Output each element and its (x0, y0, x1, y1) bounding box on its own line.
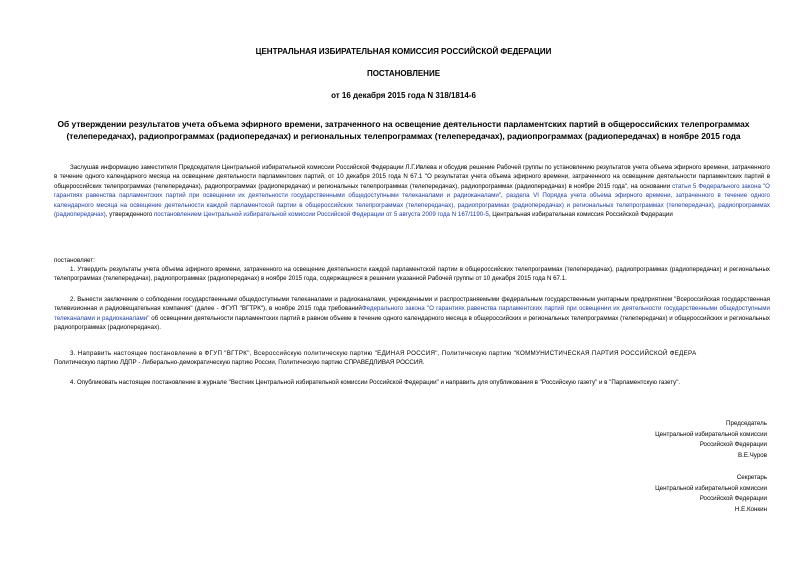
resolution-167-link[interactable]: постановлением Центральной избирательной комиссии Российской Федерации от 5 августа 2009 года N 167/1190-5 (153, 211, 489, 219)
signature-org: Центральной избирательной комиссии (655, 430, 767, 438)
document-title: Об утверждении результатов учета объема эфирного времени, затраченного на освещение деятельности парламентских партий в общероссийских телепрограммах (телепередачах), радиопрограммах (радиопередачах) и региональных телепрограммах (телепередачах), радиопрограммах (радиопередачах) в ноябре 2015 года (57, 119, 750, 141)
signature-role: Секретарь (736, 474, 767, 481)
guarantees-law-link[interactable]: Федерального закона "О гарантиях равенства парламентских партий при освещении их деятельности государственными общедоступными телеканалами и радиоканалами" (54, 305, 770, 322)
document-type-heading: ПОСТАНОВЛЕНИЕ (366, 69, 441, 78)
resolves-label: постановляет: (54, 257, 95, 264)
preamble-text: , утвержденного (105, 211, 154, 219)
item-2-paragraph (54, 295, 770, 333)
signature-chairman (537, 419, 767, 461)
procedure-section-vi-link[interactable]: раздела VI Порядка учета объема эфирного времени, затраченного в течение одного календарного месяца на освещение деятельности каждой парламентской партии в общероссийских телепрограммах (телепередачах), радиопрограммах (радиопередачах) и региональных телепрограммах (телепередачах), радиопрограммах (радиопередачах) (54, 192, 770, 219)
organization-heading: ЦЕНТРАЛЬНАЯ ИЗБИРАТЕЛЬНАЯ КОМИССИЯ РОССИЙСКОЙ ФЕДЕРАЦИИ (255, 47, 552, 56)
signature-role: Председатель (726, 420, 767, 427)
signature-org: Центральной избирательной комиссии (655, 484, 767, 492)
item-4-paragraph: 4. Опубликовать настоящее постановление в журнале "Вестник Центральной избирательной комиссии Российской Федерации" и направить для опубликования в "Российскую газету" и в "Парламентскую газету". (70, 379, 681, 386)
item-2-text: об освещении деятельности парламентских партий в равном объеме в течение одного календарного месяца в общероссийских и региональных телепрограммах (телепередачах) и общероссийских и региональных радиопрограммах (радиопередачах). (54, 314, 770, 332)
preamble-text: , (501, 192, 507, 200)
signature-org: Российской Федерации (699, 495, 767, 502)
item-3-line-2: Политическую партию ЛДПР - Либерально-демократическую партию России, Политическую партию СПРАВЕДЛИВАЯ РОССИЯ. (54, 359, 425, 366)
preamble-text: , Центральная избирательная комиссия Российской Федерации (488, 211, 673, 219)
item-1-paragraph: 1. Утвердить результаты учета объема эфирного времени, затраченного на освещение деятельности каждой парламентской партии в общероссийских телепрограммах (телепередачах), радиопрограммах (радиопередачах) и региональных телепрограммах (телепередачах), радиопрограммах (радиопередачах) в ноябре 2015 года, содержащиеся в решении указанной Рабочей группы от 10 декабря 2015 года N 67.1. (54, 266, 770, 283)
item-2-text: 2. Вынести заключение о соблюдении государственными общедоступными телеканалами и радиоканалами, учрежденными и распространяемыми федеральным государственным унитарным предприятием "Всероссийская государственная телевизионная и радиовещательная компания" (далее - ФГУП "ВГТРК"), в ноябре 2015 года требований (54, 296, 770, 313)
item-3-line-1: 3. Направить настоящее постановление в ФГУП "ВГТРК", Всероссийскую политическую партию "ЕДИНАЯ РОССИЯ", Политическую партию "КОММУНИСТИЧЕСКАЯ ПАРТИЯ РОССИЙСКОЙ ФЕДЕРА (70, 350, 697, 357)
signature-name: В.Е.Чуров (737, 451, 767, 459)
preamble-paragraph (54, 163, 770, 219)
law-article-5-link[interactable]: статьи 5 Федерального закона "О гарантиях равенства парламентских партий при освещении их деятельности государственными общедоступными телеканалами и радиоканалами" (54, 182, 770, 200)
preamble-text: Заслушав информацию заместителя Председателя Центральной избирательной комиссии Российской Федерации Л.Г.Ивлева и обсудив решение Рабочей группы по установлению результатов учета объема эфирного времени, затраченного в течение одного календарного месяца на освещение деятельности парламентских партий, от 10 декабря 2015 года N 67.1 "О результатах учета объема эфирного времени, затраченного на освещение деятельности парламентских партий в общероссийских телепрограммах (телепередачах), радиопрограммах (радиопередачах) и региональных телепрограммах (телепередачах), радиопрограммах (радиопередачах) в ноябре 2015 года", на основании (54, 164, 770, 190)
signature-name: Н.Е.Конкин (734, 505, 767, 513)
signature-secretary (537, 473, 767, 515)
signature-org: Российской Федерации (699, 441, 767, 448)
date-number-heading: от 16 декабря 2015 года N 318/1814-6 (331, 91, 476, 100)
